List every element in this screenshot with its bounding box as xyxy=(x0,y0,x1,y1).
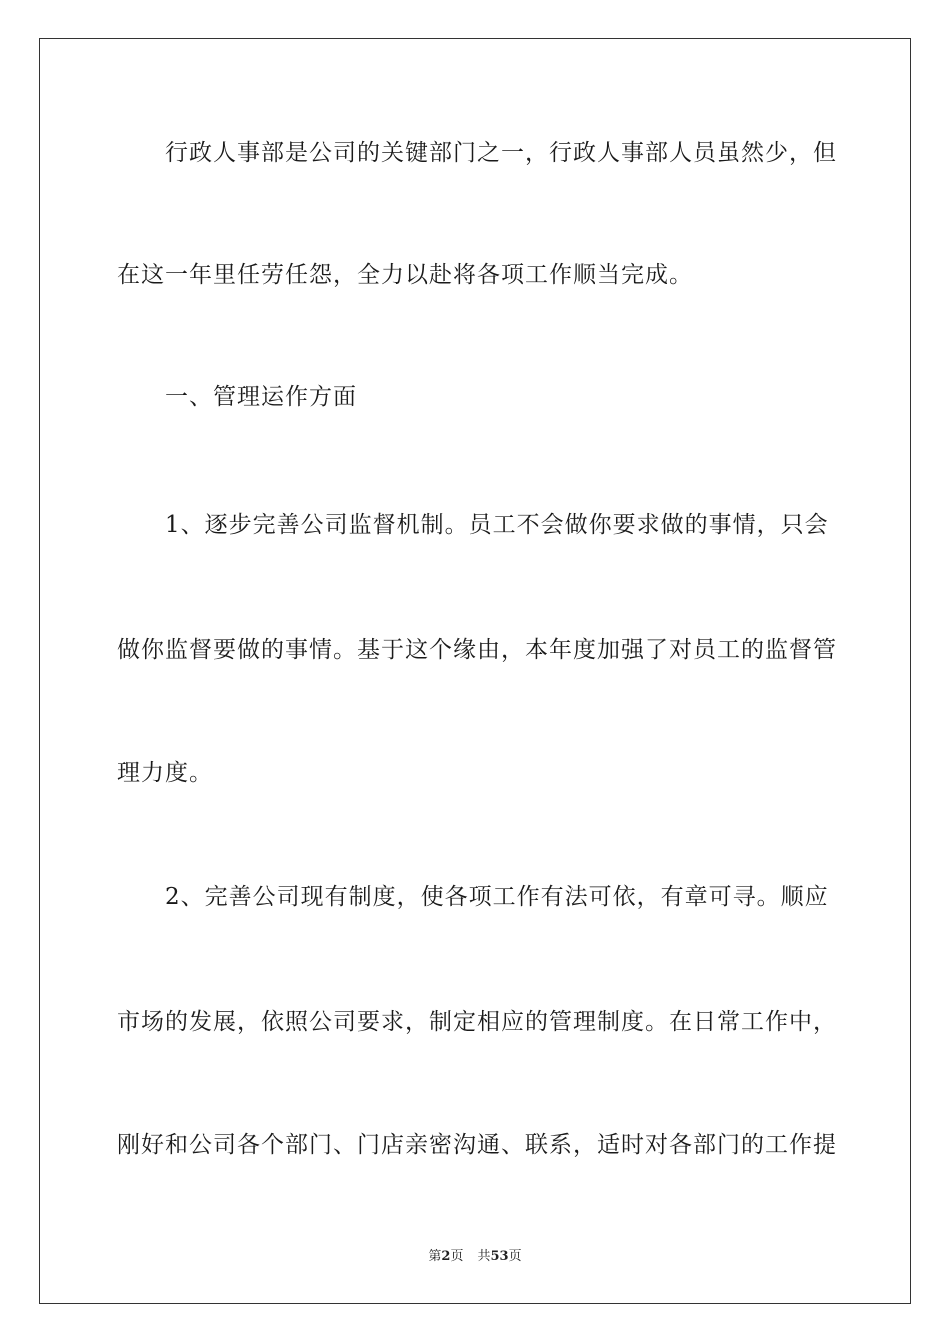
total-prefix: 共 xyxy=(477,1249,491,1264)
page-footer xyxy=(0,1248,950,1266)
paragraph-line: 1、逐步完善公司监督机制。员工不会做你要求做的事情，只会 xyxy=(165,512,829,538)
paragraph-line: 刚好和公司各个部门、门店亲密沟通、联系，适时对各部门的工作提 xyxy=(117,1132,837,1158)
section-heading: 一、管理运作方面 xyxy=(165,384,357,410)
page-suffix: 页 xyxy=(450,1249,464,1264)
paragraph-line: 在这一年里任劳任怨，全力以赴将各项工作顺当完成。 xyxy=(117,262,693,288)
page-number: 2 xyxy=(441,1249,451,1264)
paragraph-line: 行政人事部是公司的关键部门之一，行政人事部人员虽然少，但 xyxy=(165,140,837,166)
paragraph-line: 理力度。 xyxy=(117,760,213,786)
page-border xyxy=(39,38,911,1304)
total-pages: 53 xyxy=(490,1249,509,1264)
page-prefix: 第 xyxy=(428,1249,442,1264)
total-suffix: 页 xyxy=(508,1249,522,1264)
paragraph-line: 做你监督要做的事情。基于这个缘由，本年度加强了对员工的监督管 xyxy=(117,637,837,663)
paragraph-line: 2、完善公司现有制度，使各项工作有法可依，有章可寻。顺应 xyxy=(165,884,829,910)
paragraph-line: 市场的发展，依照公司要求，制定相应的管理制度。在日常工作中， xyxy=(117,1009,837,1035)
